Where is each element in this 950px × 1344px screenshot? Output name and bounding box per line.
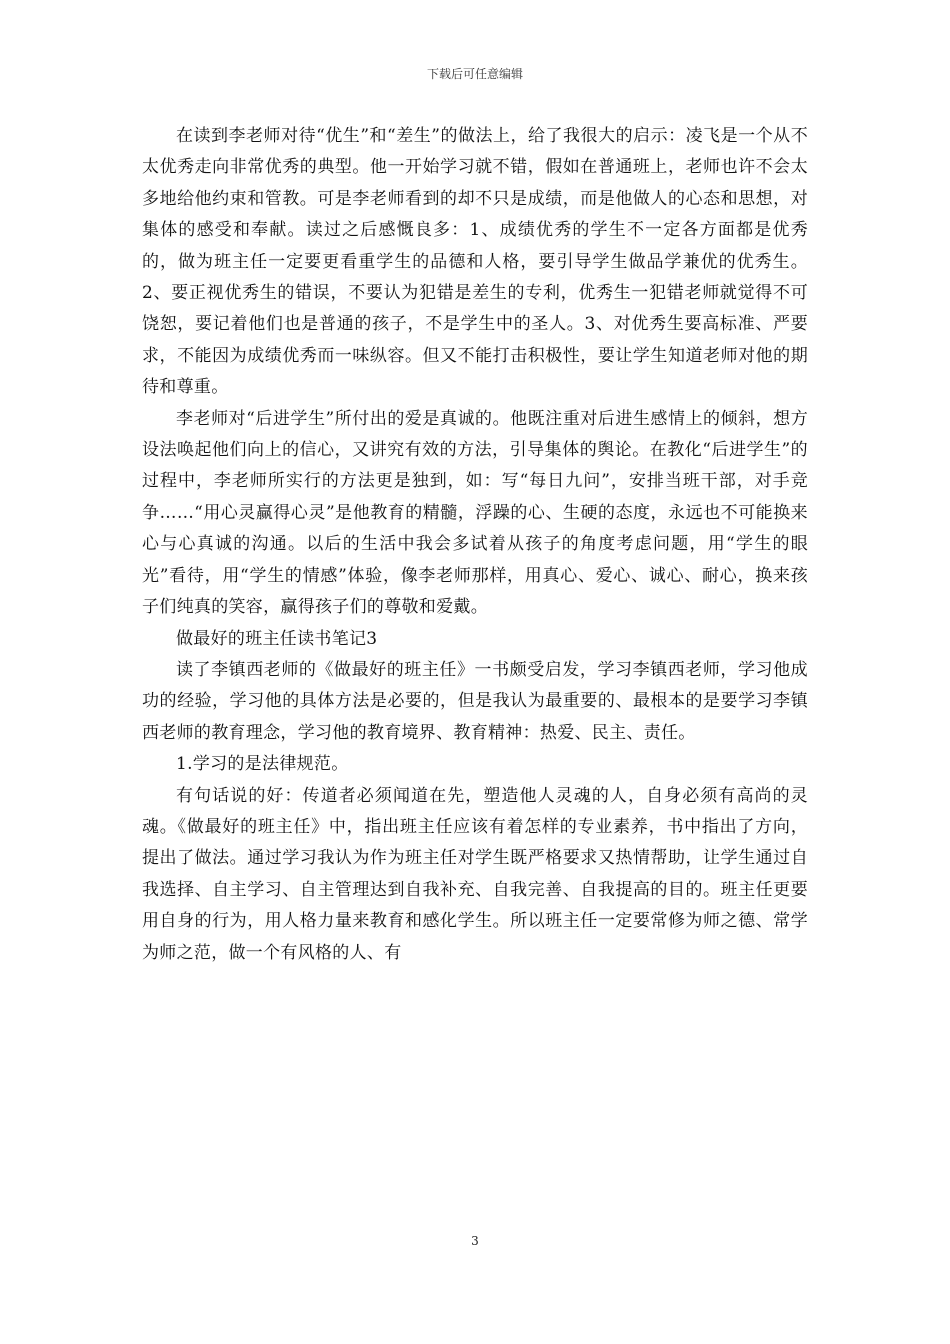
list-heading-1: 1.学习的是法律规范。	[176, 754, 349, 775]
page-number: 3	[471, 1234, 479, 1248]
page-header: 下载后可任意编辑	[426, 67, 523, 81]
paragraph-teacher-character: 有句话说的好：传道者必须闻道在先，塑造他人灵魂的人，自身必须有高尚的灵魂。《做最好的班主任》中，指出班主任应该有着怎样的专业素养，书中指出了方向，提出了做法。通过学习我认为作为班主任对学生既严格要求又热情帮助，让学生通过自我选择、自主学习、自主管理达到自我补充、自我完善、自我提高的目的。班主任更要用自身的行为，用人格力量来教育和感化学生。所以班主任一定要常修为师之德、常学为师之范，做一个有风格的人、有	[142, 785, 808, 963]
paragraph-excellent-students: 在读到李老师对待“优生”和“差生”的做法上，给了我很大的启示：凌飞是一个从不太优秀走向非常优秀的典型。他一开始学习就不错，假如在普通班上，老师也许不会太多地给他约束和管教。可是李老师看到的却不只是成绩，而是他做人的心态和思想，对集体的感受和奉献。读过之后感慨良多：1、成绩优秀的学生不一定各方面都是优秀的，做为班主任一定要更看重学生的品德和人格，要引导学生做品学兼优的优秀生。2、要正视优秀生的错误，不要认为犯错是差生的专利，优秀生一犯错老师就觉得不可饶恕，要记着他们也是普通的孩子，不是学生中的圣人。3、对优秀生要高标准、严要求，不能因为成绩优秀而一味纵容。但又不能打击积极性，要让学生知道老师对他的期待和尊重。	[142, 126, 808, 398]
document-body	[142, 121, 808, 969]
section-heading-reading-notes-3: 做最好的班主任读书笔记3	[176, 628, 378, 649]
paragraph-reading-inspiration: 读了李镇西老师的《做最好的班主任》一书颇受启发，学习李镇西老师，学习他成功的经验，学习他的具体方法是必要的，但是我认为最重要的、最根本的是要学习李镇西老师的教育理念，学习他的教育境界、教育精神：热爱、民主、责任。	[142, 659, 808, 743]
paragraph-underachieving-students: 李老师对“后进学生”所付出的爱是真诚的。他既注重对后进生感情上的倾斜，想方设法唤起他们向上的信心，又讲究有效的方法，引导集体的舆论。在教化“后进学生”的过程中，李老师所实行的方法更是独到，如：写“每日九问”，安排当班干部，对手竞争……“用心灵赢得心灵”是他教育的精髓，浮躁的心、生硬的态度，永远也不可能换来心与心真诚的沟通。以后的生活中我会多试着从孩子的角度考虑问题，用“学生的眼光”看待，用“学生的情感”体验，像李老师那样，用真心、爱心、诚心、耐心，换来孩子们纯真的笑容，赢得孩子们的尊敬和爱戴。	[142, 408, 808, 618]
